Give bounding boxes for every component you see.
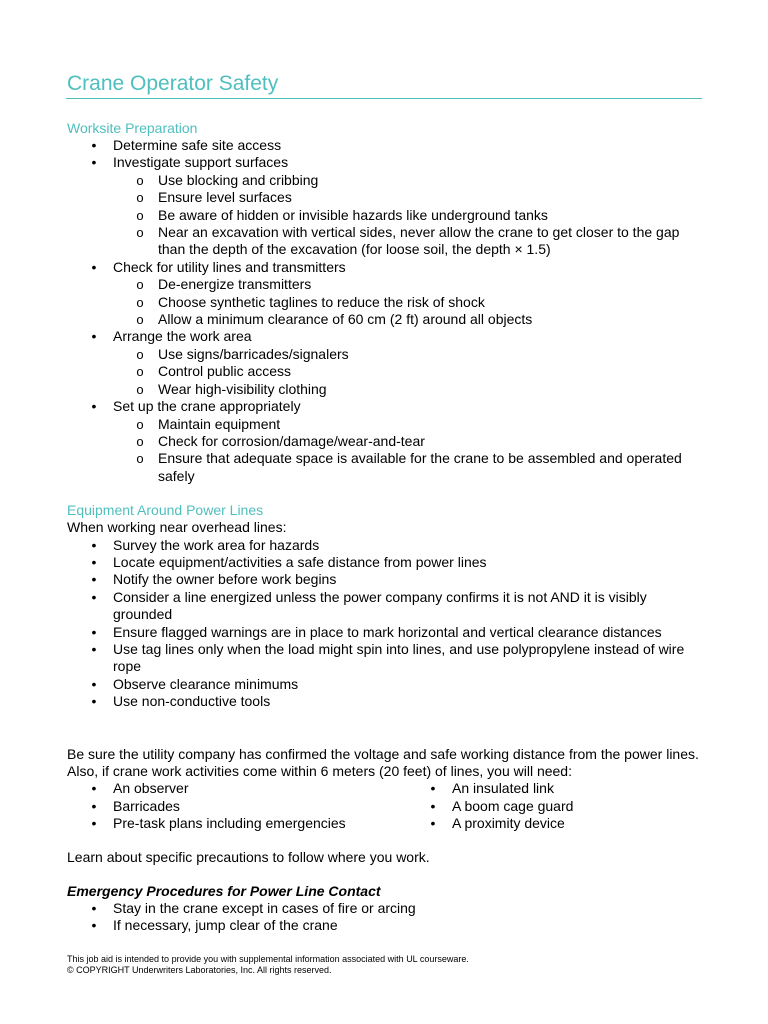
bullet-icon: • — [91, 917, 97, 934]
list-item-text: Ensure flagged warnings are in place to mark horizontal and vertical clearance distances — [113, 623, 662, 640]
sub-item-text: Near an excavation with vertical sides, never allow the crane to get closer to the gap than the depth of the excavation (for loose soil, the depth × 1.5) — [158, 224, 680, 258]
sub-list-item — [113, 450, 707, 485]
sub-list-item — [113, 172, 707, 189]
sub-list-item — [113, 346, 707, 363]
circle-bullet-icon: o — [136, 433, 144, 449]
circle-bullet-icon: o — [136, 451, 144, 467]
circle-bullet-icon: o — [136, 416, 144, 432]
list-item — [67, 154, 707, 258]
list-item — [67, 589, 707, 624]
list-item-text: Arrange the work area — [113, 328, 252, 345]
list-item — [67, 537, 707, 554]
list-item — [67, 328, 707, 398]
bullet-icon: • — [91, 675, 97, 692]
power-lines-bullet-list — [67, 537, 707, 711]
footer — [67, 954, 469, 976]
bullet-icon: • — [430, 780, 436, 797]
bullet-icon: • — [430, 815, 436, 832]
circle-bullet-icon: o — [136, 277, 144, 293]
circle-bullet-icon: o — [136, 381, 144, 397]
bullet-icon: • — [91, 571, 97, 588]
sub-list-item — [113, 433, 707, 450]
list-item — [67, 780, 406, 797]
list-item-text: Survey the work area for hazards — [113, 536, 320, 553]
sub-list-item — [113, 189, 707, 206]
bullet-icon: • — [91, 900, 97, 917]
sub-item-text: Check for corrosion/damage/wear-and-tear — [158, 432, 425, 449]
circle-bullet-icon: o — [136, 346, 144, 362]
sub-list — [113, 416, 707, 486]
sub-item-text: Be aware of hidden or invisible hazards like underground tanks — [158, 206, 548, 223]
footer-copyright: © COPYRIGHT Underwriters Laboratories, Inc. All rights reserved. — [67, 965, 332, 975]
sub-list-item — [113, 416, 707, 433]
list-item-text: Use non-conductive tools — [113, 693, 271, 710]
sub-list-item — [113, 381, 707, 398]
sub-list-item — [113, 207, 707, 224]
list-item — [67, 641, 707, 676]
list-item — [67, 624, 707, 641]
power-lines-intro: When working near overhead lines: — [67, 519, 287, 536]
bullet-icon: • — [91, 780, 97, 797]
list-item — [67, 676, 707, 693]
list-item-text: An observer — [113, 780, 189, 797]
circle-bullet-icon: o — [136, 207, 144, 223]
list-item-text: Stay in the crane except in cases of fire or arcing — [113, 900, 416, 917]
sub-list-item — [113, 363, 707, 380]
list-item — [67, 798, 406, 815]
sub-item-text: Use signs/barricades/signalers — [158, 345, 349, 362]
circle-bullet-icon: o — [136, 172, 144, 188]
bullet-icon: • — [91, 398, 97, 415]
bullet-icon: • — [91, 154, 97, 171]
document-body — [67, 117, 707, 935]
sub-list-item — [113, 224, 707, 259]
title-divider — [66, 98, 702, 99]
bullet-icon: • — [91, 137, 97, 153]
bullet-icon: • — [91, 623, 97, 640]
page-title: Crane Operator Safety — [67, 72, 279, 95]
bullet-icon: • — [430, 797, 436, 814]
sub-item-text: Ensure that adequate space is available for the crane to be assembled and operated safely — [158, 450, 682, 484]
list-item-text: Consider a line energized unless the power company confirms it is not AND it is visibly grounded — [113, 588, 647, 623]
bullet-icon: • — [91, 536, 97, 553]
bullet-icon: • — [91, 815, 97, 832]
circle-bullet-icon: o — [136, 312, 144, 328]
sub-list-item — [113, 276, 707, 293]
learn-paragraph: Learn about specific precautions to follow where you work. — [67, 848, 430, 865]
bullet-icon: • — [91, 640, 97, 657]
list-item-text: Set up the crane appropriately — [113, 398, 301, 415]
list-item-text: Notify the owner before work begins — [113, 571, 337, 588]
bullet-icon: • — [91, 328, 97, 345]
list-item-text: A boom cage guard — [452, 797, 574, 814]
sub-list — [113, 172, 707, 259]
bullet-icon: • — [91, 797, 97, 814]
bullet-icon: • — [91, 553, 97, 570]
list-item — [67, 571, 707, 588]
circle-bullet-icon: o — [136, 364, 144, 380]
bullet-icon: • — [91, 258, 97, 275]
sub-item-text: De-energize transmitters — [158, 276, 312, 293]
worksite-bullet-list — [67, 137, 707, 485]
sub-list — [113, 346, 707, 398]
sub-list-item — [113, 294, 707, 311]
sub-item-text: Maintain equipment — [158, 415, 281, 432]
list-item-text: Use tag lines only when the load might spin into lines, and use polypropylene instead of wire rope — [113, 640, 685, 675]
section-heading-worksite: Worksite Preparation — [67, 120, 198, 136]
list-item-text: Observe clearance minimums — [113, 675, 299, 692]
list-item — [67, 137, 707, 154]
list-item-text: If necessary, jump clear of the crane — [113, 917, 338, 934]
list-item — [67, 693, 707, 710]
list-item-text: Investigate support surfaces — [113, 154, 289, 171]
sub-item-text: Ensure level surfaces — [158, 189, 292, 206]
list-item-text: A proximity device — [452, 815, 565, 832]
list-item — [67, 398, 707, 485]
needs-list-left — [67, 780, 406, 832]
sub-item-text: Control public access — [158, 363, 292, 380]
list-item — [406, 798, 706, 815]
list-item — [67, 815, 406, 832]
sub-item-text: Allow a minimum clearance of 60 cm (2 ft) around all objects — [158, 311, 533, 328]
list-item-text: Pre-task plans including emergencies — [113, 815, 346, 832]
list-item-text: Barricades — [113, 797, 180, 814]
footer-disclaimer: This job aid is intended to provide you with supplemental information associated with UL courseware. — [67, 954, 469, 964]
sub-item-text: Wear high-visibility clothing — [158, 380, 327, 397]
needs-list-right — [406, 780, 706, 832]
list-item-text: An insulated link — [452, 780, 554, 797]
list-item-text: Locate equipment/activities a safe distance from power lines — [113, 553, 487, 570]
list-item — [406, 780, 706, 797]
list-item — [67, 259, 707, 329]
sub-item-text: Choose synthetic taglines to reduce the risk of shock — [158, 293, 485, 310]
needs-columns — [67, 780, 707, 832]
circle-bullet-icon: o — [136, 225, 144, 241]
sub-item-text: Use blocking and cribbing — [158, 171, 319, 188]
list-item — [67, 900, 707, 917]
list-item — [67, 917, 707, 934]
utility-paragraph: Be sure the utility company has confirmed the voltage and safe working distance from the power lines. Also, if crane work activities come within 6 meters (20 feet) of lines, you will need: — [67, 745, 699, 779]
circle-bullet-icon: o — [136, 190, 144, 206]
section-heading-power-lines: Equipment Around Power Lines — [67, 502, 264, 519]
circle-bullet-icon: o — [136, 294, 144, 310]
list-item — [67, 554, 707, 571]
list-item-text: Determine safe site access — [113, 137, 282, 153]
emergency-bullet-list — [67, 900, 707, 935]
list-item-text: Check for utility lines and transmitters — [113, 258, 346, 275]
sub-list — [113, 276, 707, 328]
bullet-icon: • — [91, 693, 97, 710]
list-item — [406, 815, 706, 832]
bullet-icon: • — [91, 588, 97, 605]
sub-list-item — [113, 311, 707, 328]
emergency-heading: Emergency Procedures for Power Line Contact — [67, 883, 381, 900]
